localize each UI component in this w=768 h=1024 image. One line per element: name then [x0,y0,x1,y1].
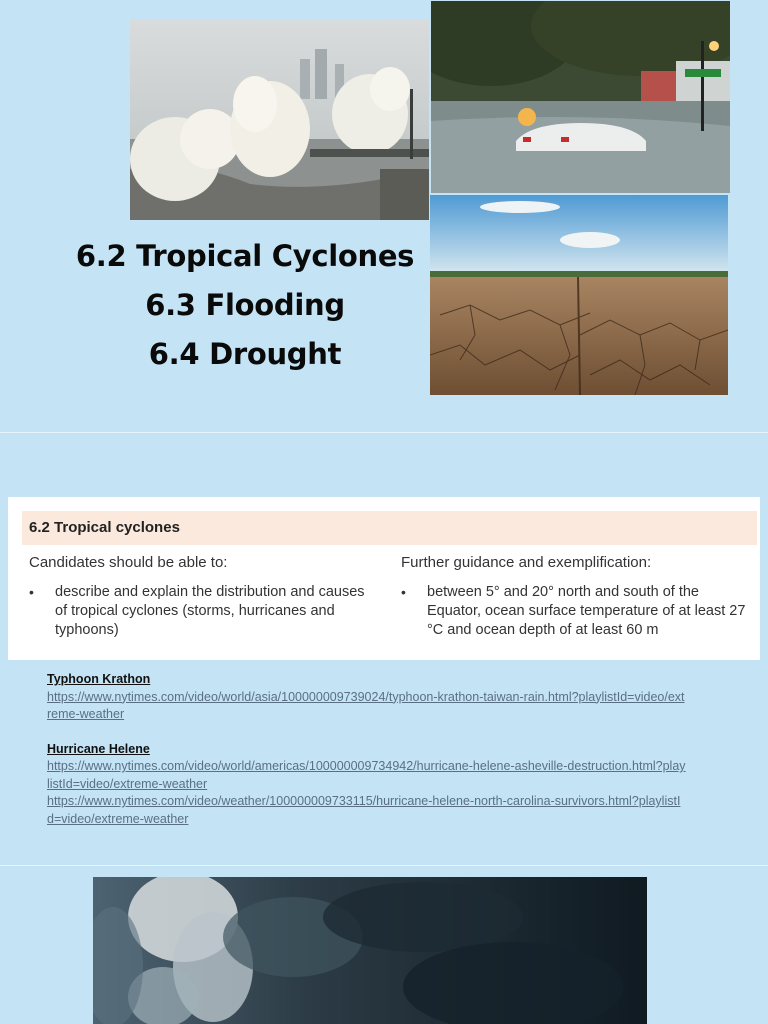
bullet-dot: • [29,584,34,600]
guidance-bullet-text: between 5° and 20° north and south of the Equator, ocean surface temperature of at least 27 °C and ocean depth of at least 60 m [427,584,746,638]
storm-waves-photo [130,19,429,220]
link-heading-hurricane-helene: Hurricane Helene [47,741,150,756]
title-tropical-cyclones: 6.2 Tropical Cyclones [75,239,415,273]
storm-clouds-photo [93,877,647,1024]
link-typhoon-krathon[interactable]: https://www.nytimes.com/video/world/asia/100000009739024/typhoon-krathon-taiwan-rain.html?playlistId=video/extreme-weather [47,689,685,721]
flooded-street-photo [431,1,730,193]
bullet-dot: • [401,584,406,600]
candidates-bullet-text: describe and explain the distribution and causes of tropical cyclones (storms, hurricanes and typhoons) [55,584,365,638]
slide-storm-image [0,866,768,1024]
specification-table [8,497,760,660]
spec-header [22,511,757,545]
slide-tropical-cyclones-spec [0,433,768,865]
link-hurricane-helene-asheville[interactable]: https://www.nytimes.com/video/world/americas/100000009734942/hurricane-helene-asheville-destruction.html?playlistId=video/extreme-weather [47,759,686,791]
slide-title [0,0,768,432]
link-hurricane-helene-north-carolina[interactable]: https://www.nytimes.com/video/weather/100000009733115/hurricane-helene-north-carolina-survivors.html?playlistId=video/extreme-weather [47,794,681,826]
title-flooding: 6.3 Flooding [145,288,345,322]
candidates-heading: Candidates should be able to: [29,554,228,571]
video-links [47,671,687,828]
spec-header-title: 6.2 Tropical cyclones [29,519,180,536]
link-heading-typhoon-krathon: Typhoon Krathon [47,672,151,686]
drought-field-photo [430,195,728,395]
topic-titles [60,232,430,379]
guidance-heading: Further guidance and exemplification: [401,554,652,571]
title-drought: 6.4 Drought [148,337,342,371]
